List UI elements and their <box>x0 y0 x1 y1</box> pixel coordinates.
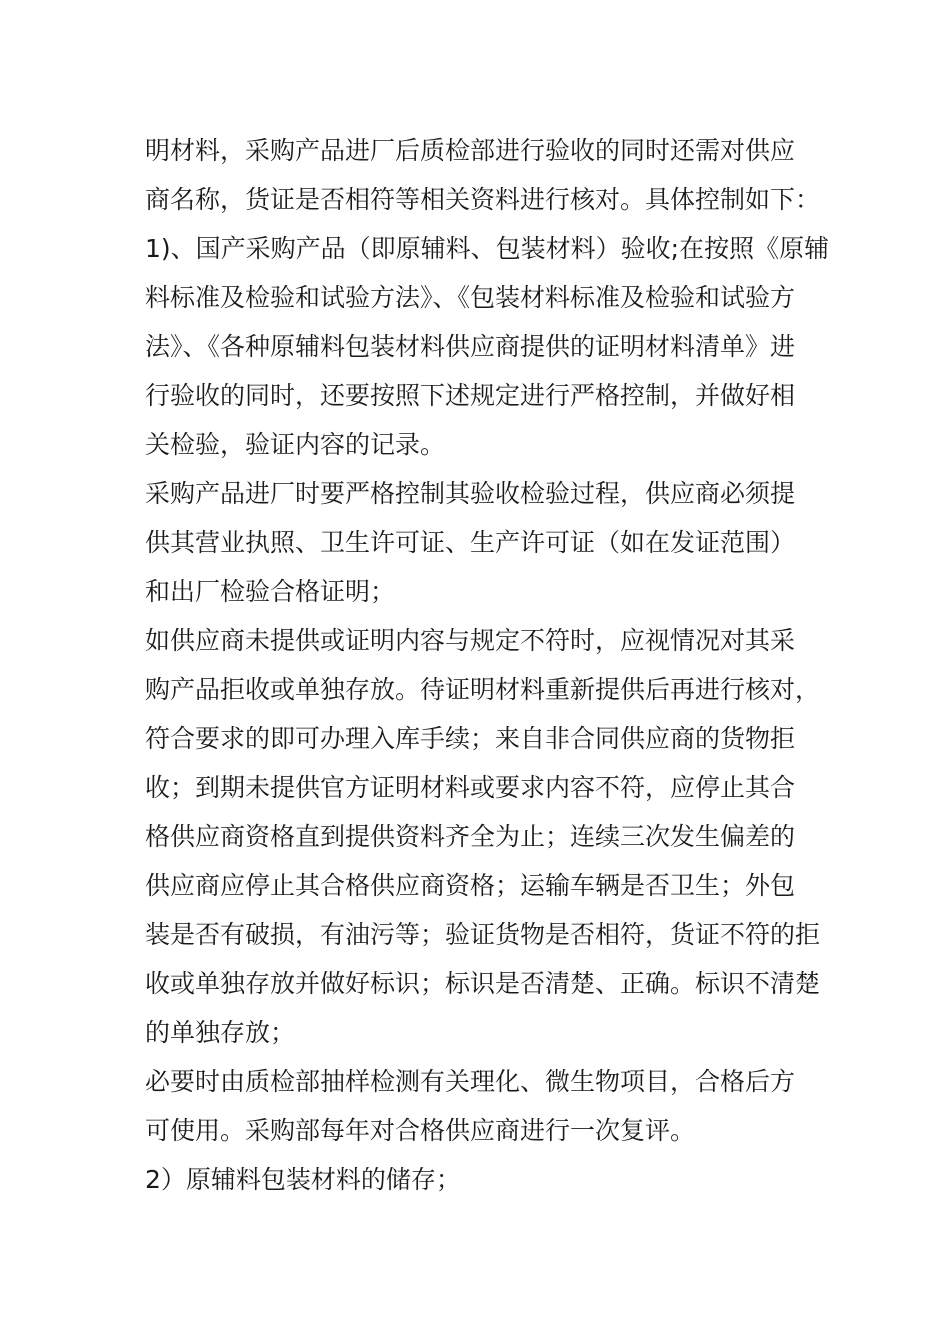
text-line: 2）原辅料包装材料的储存； <box>145 1165 461 1194</box>
text-line: 和出厂检验合格证明； <box>145 577 396 606</box>
text-line: 装是否有破损，有油污等；验证货物是否相符，货证不符的拒 <box>145 920 821 949</box>
text-line: 格供应商资格直到提供资料齐全为止；连续三次发生偏差的 <box>145 822 796 851</box>
text-line: 1)、国产采购产品（即原辅料、包装材料）验收;在按照《原辅 <box>145 234 830 263</box>
text-line: 商名称，货证是否相符等相关资料进行核对。具体控制如下： <box>145 185 821 214</box>
text-line: 收；到期未提供官方证明材料或要求内容不符，应停止其合 <box>145 773 796 802</box>
text-line: 明材料，采购产品进厂后质检部进行验收的同时还需对供应 <box>145 136 796 165</box>
text-line: 必要时由质检部抽样检测有关理化、微生物项目，合格后方 <box>145 1067 796 1096</box>
text-line: 行验收的同时，还要按照下述规定进行严格控制，并做好相 <box>145 381 796 410</box>
text-line: 符合要求的即可办理入库手续；来自非合同供应商的货物拒 <box>145 724 796 753</box>
text-line: 购产品拒收或单独存放。待证明材料重新提供后再进行核对， <box>145 675 821 704</box>
text-line: 供其营业执照、卫生许可证、生产许可证（如在发证范围） <box>145 528 796 557</box>
text-line: 采购产品进厂时要严格控制其验收检验过程，供应商必须提 <box>145 479 796 508</box>
text-line: 的单独存放； <box>145 1018 296 1047</box>
text-line: 关检验，验证内容的记录。 <box>145 430 446 459</box>
text-line: 如供应商未提供或证明内容与规定不符时，应视情况对其采 <box>145 626 796 655</box>
text-line: 供应商应停止其合格供应商资格；运输车辆是否卫生；外包 <box>145 871 796 900</box>
document-body <box>145 126 830 1204</box>
text-line: 可使用。采购部每年对合格供应商进行一次复评。 <box>145 1116 696 1145</box>
text-line: 料标准及检验和试验方法》、《包装材料标准及检验和试验方 <box>145 283 796 312</box>
text-line: 法》、《各种原辅料包装材料供应商提供的证明材料清单》进 <box>145 332 796 361</box>
text-line: 收或单独存放并做好标识；标识是否清楚、正确。标识不清楚 <box>145 969 821 998</box>
